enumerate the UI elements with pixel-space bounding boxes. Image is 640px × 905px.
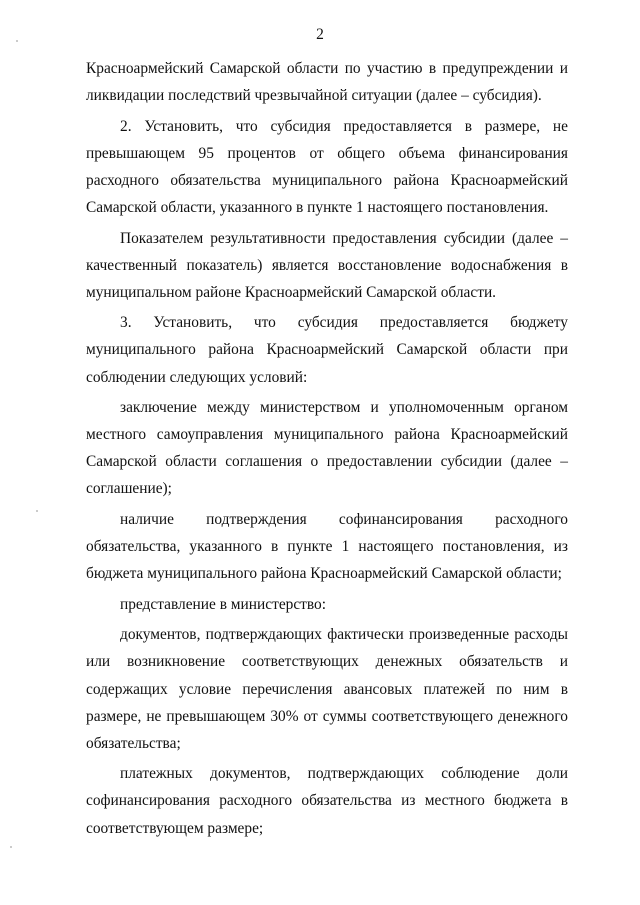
scan-speck xyxy=(10,846,12,848)
page-number: 2 xyxy=(316,26,324,43)
paragraph-item-3-conditions: 3. Установить, что субсидия предоставляется бюджету муниципального района Красноармейский Самарской области при соблюдении следующих условий: xyxy=(86,314,568,386)
paragraph-performance-indicator: Показателем результативности предоставления субсидии (далее – качественный показатель) является восстановление водоснабжения в муниципальном районе Красноармейский Самарской области. xyxy=(86,229,568,301)
paragraph-documents-expenses: документов, подтверждающих фактически произведенные расходы или возникновение соответствующих денежных обязательств и содержащих условие перечисления авансовых платежей по ним в размере, не превышающем 30% от суммы соответствующего денежного обязательства; xyxy=(86,626,568,752)
scan-speck xyxy=(36,510,38,512)
paragraph-condition-cofinancing: наличие подтверждения софинансирования расходного обязательства, указанного в пункте 1 настоящего постановления, из бюджета муниципального района Красноармейский Самарской области; xyxy=(86,511,568,583)
paragraph-subsidy-purpose: Красноармейский Самарской области по участию в предупреждении и ликвидации последствий чрезвычайной ситуации (далее – субсидия). xyxy=(86,60,568,105)
paragraph-payment-documents: платежных документов, подтверждающих соблюдение доли софинансирования расходного обязательства из местного бюджета в соответствующем размере; xyxy=(86,765,568,837)
document-body xyxy=(86,55,568,845)
paragraph-condition-submission: представление в министерство: xyxy=(120,595,327,613)
scan-speck xyxy=(16,40,18,42)
paragraph-condition-agreement: заключение между министерством и уполномоченным органом местного самоуправления муниципального района Красноармейский Самарской области соглашения о предоставлении субсидии (далее – соглашение); xyxy=(86,399,568,498)
paragraph-item-2-subsidy-size: 2. Установить, что субсидия предоставляется в размере, не превышающем 95 процентов от общего объема финансирования расходного обязательства муниципального района Красноармейский Самарской области, указанного в пункте 1 настоящего постановления. xyxy=(86,117,568,216)
